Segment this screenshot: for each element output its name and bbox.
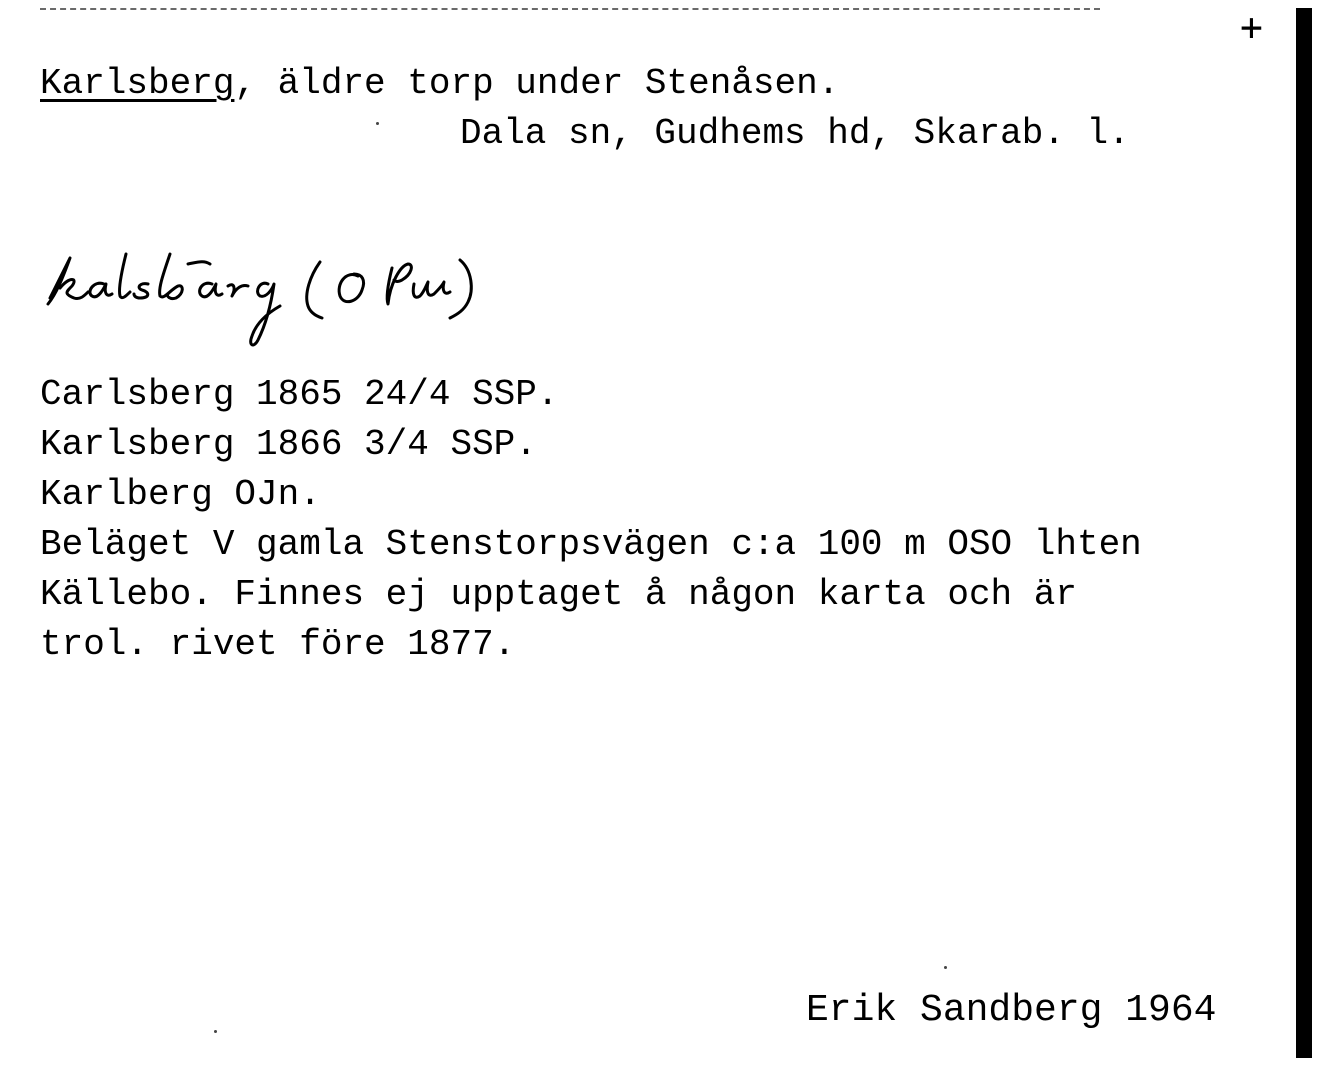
corner-plus-mark: +: [1240, 5, 1263, 49]
author-signature: Erik Sandberg 1964: [806, 989, 1217, 1032]
ink-speck: [944, 966, 947, 969]
record-line: Källebo. Finnes ej upptaget å någon karta och är: [40, 574, 1077, 615]
handwritten-note: [40, 240, 600, 360]
record-line: Beläget V gamla Stenstorpsvägen c:a 100 m OSO lhten: [40, 524, 1142, 565]
record-line: Karlberg OJn.: [40, 474, 321, 515]
top-dashed-edge: [40, 8, 1100, 10]
record-line: Karlsberg 1866 3/4 SSP.: [40, 424, 537, 465]
title-description: , äldre torp under Stenåsen.: [234, 63, 840, 104]
location-line: Dala sn, Gudhems hd, Skarab. l.: [460, 113, 1130, 154]
record-line: trol. rivet före 1877.: [40, 624, 516, 665]
record-list: [40, 370, 1142, 670]
card-title: [40, 63, 840, 104]
ink-speck: [376, 122, 379, 125]
title-place-name: Karlsberg: [40, 63, 235, 104]
card-right-edge: [1296, 8, 1312, 1058]
record-line: Carlsberg 1865 24/4 SSP.: [40, 374, 559, 415]
ink-speck: [214, 1030, 217, 1033]
